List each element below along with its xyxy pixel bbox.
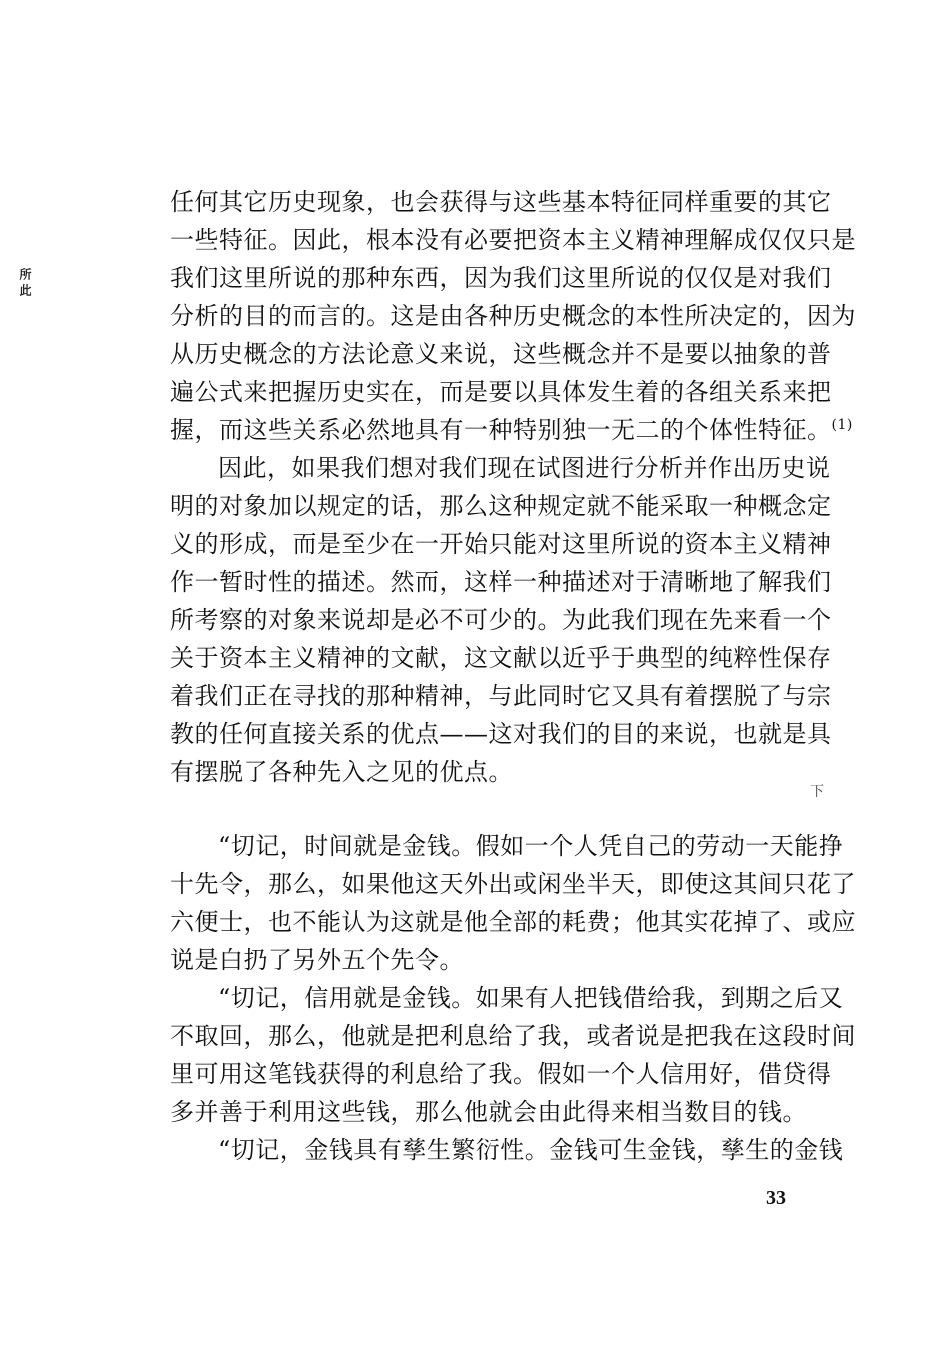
text-line: 所考察的对象来说却是必不可少的。为此我们现在先来看一个 xyxy=(170,606,832,634)
text-line: 着我们正在寻找的那种精神，与此同时它又具有着摆脱了与宗 xyxy=(170,682,832,710)
text-line xyxy=(170,412,853,448)
margin-glyph: 下 xyxy=(810,784,824,800)
text-line: 里可用这笔钱获得的利息给了我。假如一个人信用好，借贷得 xyxy=(170,1060,832,1088)
paragraph-first-line: 因此，如果我们想对我们现在试图进行分析并作出历史说 xyxy=(218,454,831,482)
footnote-marker: (1) xyxy=(831,417,853,433)
text-line: 我们这里所说的那种东西，因为我们这里所说的仅仅是对我们 xyxy=(170,264,832,292)
text-line: 从历史概念的方法论意义来说，这些概念并不是要以抽象的普 xyxy=(170,340,832,368)
text-line: 义的形成，而是至少在一开始只能对这里所说的资本主义精神 xyxy=(170,530,832,558)
text-line: 说是白扔了另外五个先令。 xyxy=(170,946,464,974)
page-number: 33 xyxy=(766,1187,786,1209)
text-line-content: 握，而这些关系必然地具有一种特别独一无二的个体性特征。 xyxy=(170,416,832,444)
text-line: 明的对象加以规定的话，那么这种规定就不能采取一种概念定 xyxy=(170,492,832,520)
text-line: 遍公式来把握历史实在，而是要以具体发生着的各组关系来把 xyxy=(170,378,832,406)
text-line: 分析的目的而言的。这是由各种历史概念的本性所决定的，因为 xyxy=(170,302,856,330)
text-line: 关于资本主义精神的文献，这文献以近乎于典型的纯粹性保存 xyxy=(170,644,832,672)
quote-first-line: “切记，时间就是金钱。假如一个人凭自己的劳动一天能挣 xyxy=(218,832,844,860)
text-line: 有摆脱了各种先入之见的优点。 xyxy=(170,758,513,786)
text-line: 多并善于利用这些钱，那么他就会由此得来相当数目的钱。 xyxy=(170,1098,807,1126)
quote-first-line: “切记，信用就是金钱。如果有人把钱借给我，到期之后又 xyxy=(218,984,844,1012)
text-line: 一些特征。因此，根本没有必要把资本主义精神理解成仅仅只是 xyxy=(170,226,856,254)
text-line: 任何其它历史现象，也会获得与这些基本特征同样重要的其它 xyxy=(170,188,832,216)
text-line: 教的任何直接关系的优点——这对我们的目的来说，也就是具 xyxy=(170,720,832,748)
text-line: 六便士，也不能认为这就是他全部的耗费；他其实花掉了、或应 xyxy=(170,908,856,936)
text-line: 十先令，那么，如果他这天外出或闲坐半天，即使这其间只花了 xyxy=(170,870,856,898)
margin-note: 所 此 xyxy=(18,268,32,297)
quote-first-line: “切记，金钱具有孳生繁衍性。金钱可生金钱，孳生的金钱 xyxy=(218,1136,844,1164)
text-line: 不取回，那么，他就是把利息给了我，或者说是把我在这段时间 xyxy=(170,1022,856,1050)
text-line: 作一暂时性的描述。然而，这样一种描述对于清晰地了解我们 xyxy=(170,568,832,596)
